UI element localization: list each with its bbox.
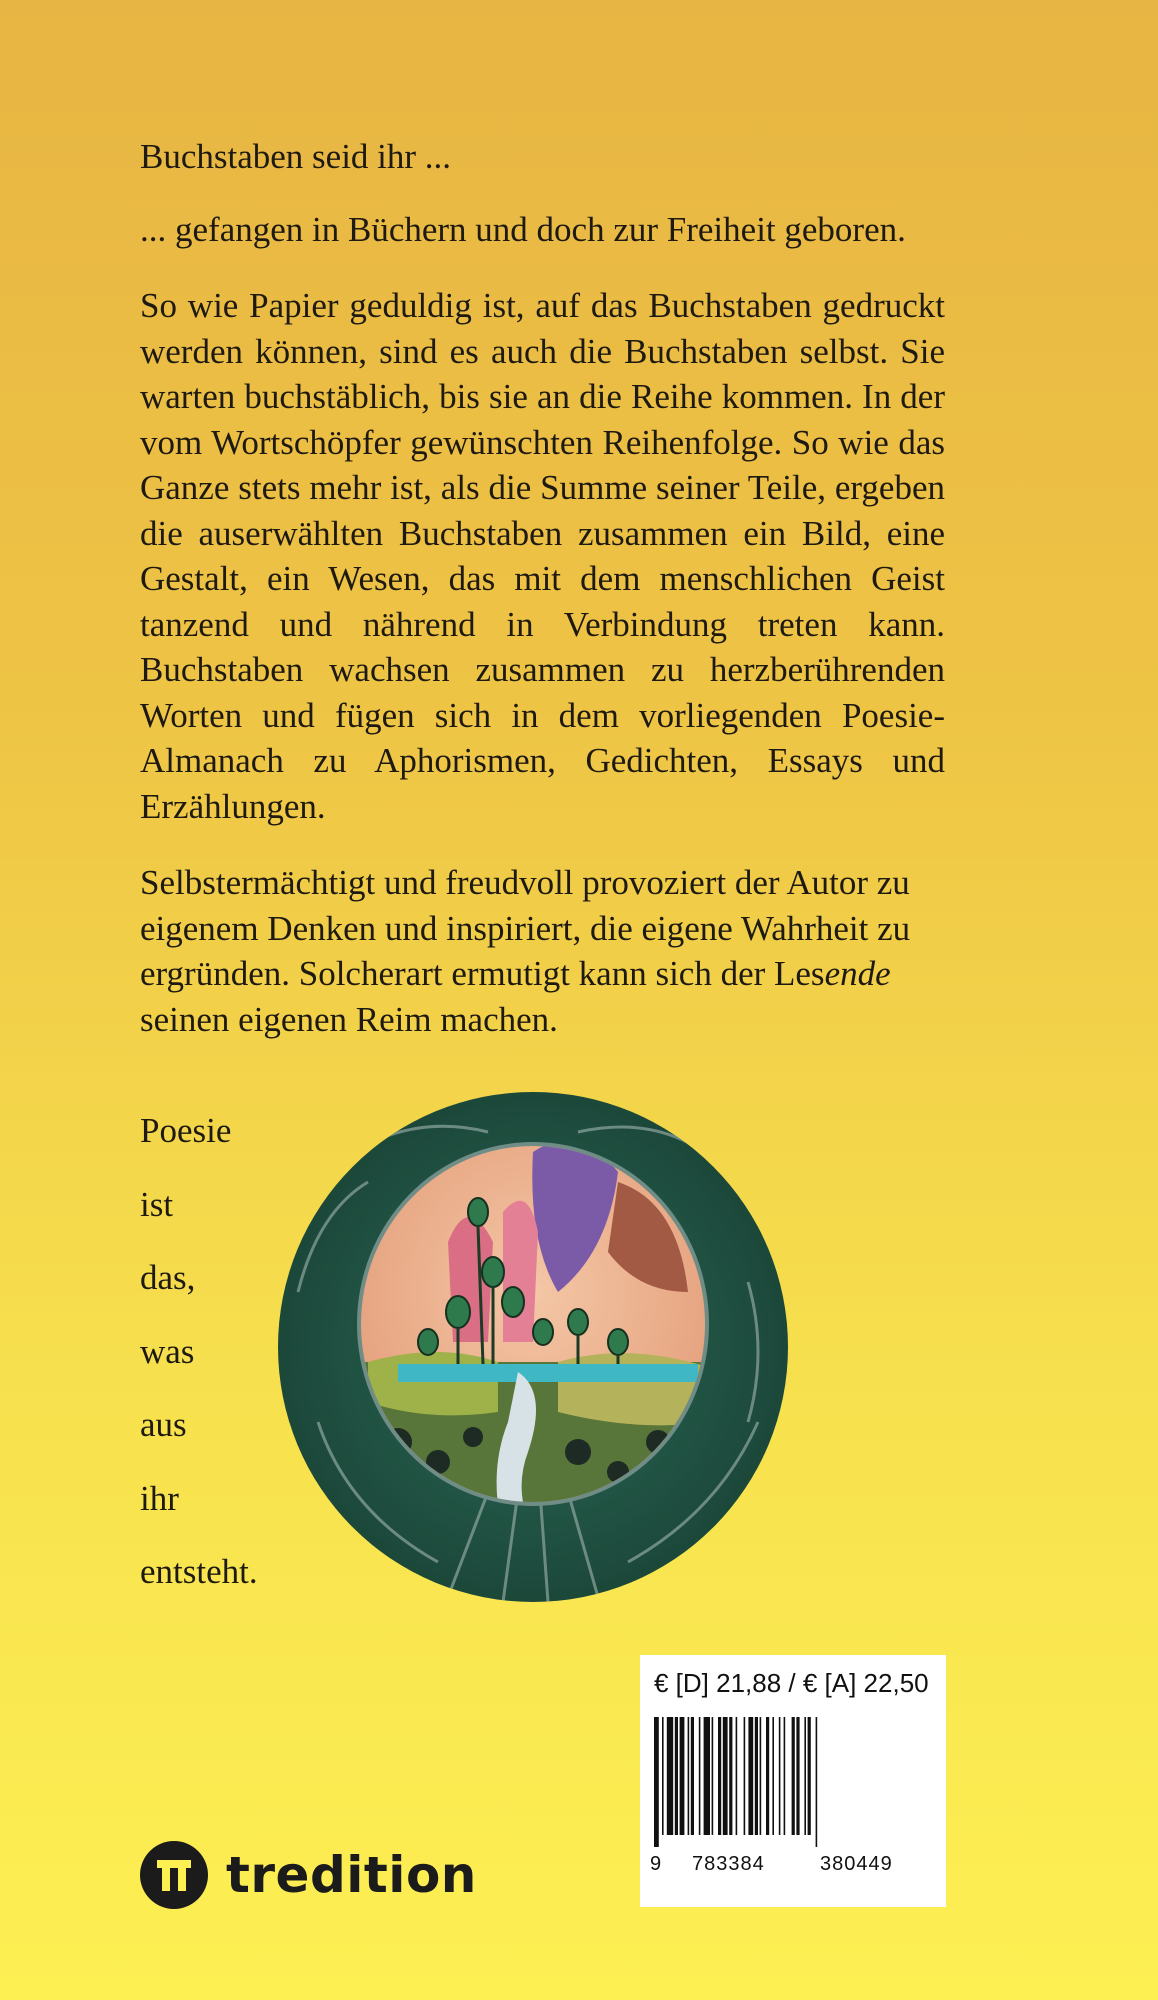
price-barcode-box: [640, 1655, 946, 1907]
poem-line: ihr: [140, 1478, 179, 1518]
barcode-bar: [808, 1717, 811, 1835]
poem-line: was: [140, 1331, 195, 1371]
barcode-bar: [792, 1717, 795, 1835]
barcode-bar: [744, 1717, 746, 1835]
barcode-bar: [680, 1717, 685, 1835]
poem-line: entsteht.: [140, 1552, 258, 1591]
barcode-bar: [736, 1717, 738, 1835]
barcode-bar: [712, 1717, 714, 1835]
isbn-barcode: [650, 1717, 936, 1847]
barcode-bar: [804, 1717, 806, 1835]
barcode-bar: [654, 1717, 659, 1847]
barcode-digits-group-2: 380449: [820, 1853, 893, 1875]
poem-line: aus: [140, 1405, 187, 1444]
barcode-bar: [729, 1717, 732, 1835]
barcode-bar: [784, 1717, 786, 1835]
barcode-digit-first: 9: [650, 1853, 663, 1875]
blurb-main: [140, 283, 945, 875]
barcode-digits-group-1: 783384: [692, 1853, 765, 1875]
blurb-closing-paragraph: [140, 860, 945, 1042]
barcode-bar: [699, 1717, 701, 1835]
barcode-bar: [760, 1717, 762, 1835]
blurb-subline: [140, 207, 945, 253]
publisher-logo: [140, 1840, 477, 1910]
closing-text-end: seinen eigenen Reim machen.: [140, 999, 558, 1039]
poem-line: ist: [140, 1184, 174, 1224]
barcode-bar: [816, 1717, 818, 1847]
barcode-bar: [723, 1717, 728, 1835]
barcode-bar: [662, 1717, 664, 1835]
blurb-closing: [140, 860, 945, 1042]
closing-text-start: Selbstermächtigt und freudvoll provoziert der Autor zu eigenem Denken und inspiriert, die eigene Wahrheit zu ergründen. Solcherart ermutigt kann sich der Les: [140, 863, 911, 993]
publisher-name: tredition: [226, 1846, 477, 1904]
barcode-bar: [667, 1717, 673, 1835]
barcode-bar: [691, 1717, 694, 1835]
barcode-bar: [688, 1717, 690, 1835]
barcode-bar: [766, 1717, 769, 1835]
barcode-bar: [748, 1717, 753, 1835]
closing-italic-suffix: ende: [824, 954, 891, 993]
barcode-bar: [718, 1717, 721, 1835]
blurb-line-2: ... gefangen in Büchern und doch zur Freiheit geboren.: [140, 210, 906, 249]
poem-line: Poesie: [140, 1111, 232, 1150]
barcode-bar: [755, 1717, 758, 1835]
blurb-paragraph: So wie Papier geduldig ist, auf das Buchstaben gedruckt werden können, sind es auch die Buchstaben selbst. Sie warten buchstäblich, bis sie an die Reihe kommen. In der vom Wortschöpfer gewünschten Reihenfolge. So wie das Ganze stets mehr ist, als die Summe seiner Teile, ergeben die auserwählten Buchstaben zusammen ein Bild, eine Gestalt, ein Wesen, das mit dem menschlichen Geist tanzend und nährend in Verbindung treten kann. Buchstaben wachsen zusammen zu herzberührenden Worten und fügen sich in dem vorliegenden Poesie-Almanach zu Aphorismen, Gedichten, Essays und Erzählungen.: [140, 286, 945, 826]
poem: [140, 1108, 258, 1623]
barcode-bar: [779, 1717, 781, 1835]
tredition-logo-icon: [140, 1841, 208, 1909]
barcode-bar: [772, 1717, 774, 1835]
price-label: € [D] 21,88 / € [A] 22,50: [654, 1668, 929, 1698]
barcode-bar: [675, 1717, 678, 1835]
blurb-intro: [140, 134, 945, 180]
barcode-bar: [704, 1717, 710, 1835]
blurb-line-1: Buchstaben seid ihr ...: [140, 137, 452, 176]
poem-line: das,: [140, 1258, 196, 1297]
artwork-medallion: [278, 1092, 788, 1602]
barcode-bar: [796, 1717, 799, 1835]
